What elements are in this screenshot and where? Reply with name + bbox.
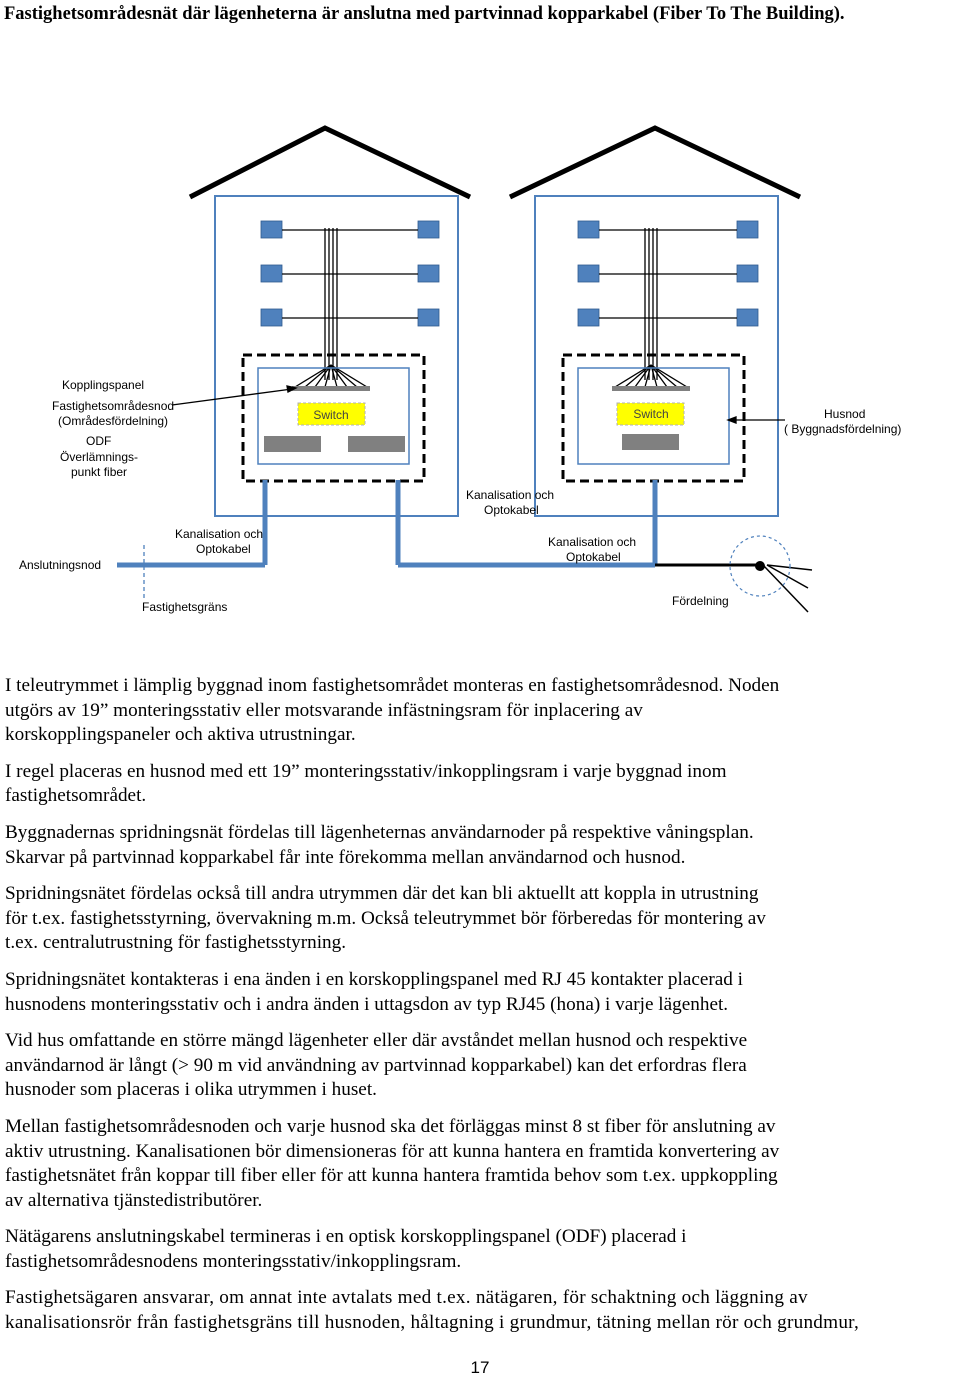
network-diagram bbox=[0, 120, 960, 620]
paragraph bbox=[5, 674, 955, 748]
label-kopplingspanel: Kopplingspanel bbox=[62, 378, 145, 392]
text-line: husnodens monteringsstativ och i andra änden i uttagsdon av typ RJ45 (hona) i varje lägenhet. bbox=[5, 993, 729, 1015]
label-kanalisation-right-2: Optokabel bbox=[566, 550, 621, 564]
text-line: Nätägarens anslutningskabel termineras i en optisk korskopplingspanel (ODF) placerad i bbox=[5, 1226, 687, 1248]
cabling-right bbox=[599, 228, 737, 387]
text-line: aktiv utrustning. Kanalisationen bör dimensioneras för att kunna hantera en framtida konvertering av bbox=[5, 1140, 780, 1162]
paragraph bbox=[5, 1029, 955, 1103]
label-omradesfordelning: (Områdesfördelning) bbox=[58, 414, 169, 428]
label-kanalisation-mid-2: Optokabel bbox=[484, 503, 539, 517]
text-line: korskopplingspaneler och aktiva utrustningar. bbox=[5, 724, 356, 746]
paragraph bbox=[5, 882, 955, 956]
text-line: t.ex. centralutrustning för fastighetsstyrning. bbox=[5, 932, 347, 954]
page-heading: Fastighetsområdesnät där lägenheterna är anslutna med partvinnad kopparkabel (Fiber To The Building). bbox=[4, 4, 845, 24]
odf-box-left-2 bbox=[348, 436, 405, 452]
roof-left bbox=[190, 128, 470, 197]
paragraph bbox=[5, 1286, 955, 1335]
patch-panel-left bbox=[292, 386, 370, 391]
patch-panel-right bbox=[612, 386, 690, 391]
odf-box-left-1 bbox=[264, 436, 321, 452]
text-line: Skarvar på partvinnad kopparkabel får inte förekomma mellan användarnod och husnod. bbox=[5, 846, 686, 868]
paragraph bbox=[5, 760, 955, 809]
label-fastighetsomradesnod: Fastighetsområdesnod bbox=[52, 399, 175, 413]
page-number: 17 bbox=[470, 1358, 490, 1377]
cabling-left bbox=[282, 228, 418, 387]
label-fastighetsgrans: Fastighetsgräns bbox=[142, 600, 228, 614]
label-overlamnings: Överlämnings- bbox=[60, 450, 139, 464]
text-line: fastighetsområdet. bbox=[5, 785, 147, 807]
leader-arrows bbox=[172, 386, 785, 423]
body-text bbox=[5, 674, 955, 1336]
text-line: Spridningsnätet fördelas också till andra utrymmen där det kan bli aktuellt att koppla in utrustning bbox=[5, 883, 759, 905]
paragraph bbox=[5, 821, 955, 870]
text-line: kanalisationsrör från fastighetsgräns till husnoden, håltagning i grundmur, tätning mellan rör och grundmur, bbox=[5, 1312, 860, 1334]
paragraph bbox=[5, 968, 955, 1017]
text-line: för t.ex. fastighetsstyrning, övervakning m.m. Också teleutrymmet bör förberedas för montering av bbox=[5, 907, 766, 929]
label-anslutningsnod: Anslutningsnod bbox=[19, 558, 102, 572]
label-odf: ODF bbox=[86, 434, 112, 448]
switch-right-label: Switch bbox=[633, 407, 669, 421]
label-husnod: Husnod bbox=[824, 407, 866, 421]
label-kanalisation-right-1: Kanalisation och bbox=[548, 535, 637, 549]
paragraph bbox=[5, 1115, 955, 1213]
paragraph bbox=[5, 1225, 955, 1274]
label-kanalisation-left-1: Kanalisation och bbox=[175, 527, 264, 541]
text-line: fastighetsnätet från koppar till fiber eller för att kunna hantera framtida behov som t.ex. uppkoppling bbox=[5, 1165, 778, 1187]
text-line: utgörs av 19” monteringsstativ eller motsvarande infästningsram för inplacering av bbox=[5, 699, 643, 721]
text-line: Mellan fastighetsområdesnoden och varje husnod ska det förläggas minst 8 st fiber för anslutning av bbox=[5, 1115, 776, 1137]
switch-left-label: Switch bbox=[313, 408, 349, 422]
text-line: Spridningsnätet kontakteras i ena änden i en korskopplingspanel med RJ 45 kontakter placerad i bbox=[5, 968, 743, 990]
text-line: fastighetsområdesnodens monteringsstativ/inkopplingsram. bbox=[5, 1250, 462, 1272]
label-kanalisation-mid-1: Kanalisation och bbox=[466, 488, 555, 502]
text-line: av alternativa tjänstedistributörer. bbox=[5, 1189, 263, 1211]
odf-box-right bbox=[622, 434, 679, 450]
text-line: Byggnadernas spridningsnät fördelas till lägenheternas användarnoder på respektive våningsplan. bbox=[5, 821, 754, 843]
label-fordelning: Fördelning bbox=[672, 594, 729, 608]
roof-right bbox=[510, 128, 800, 197]
diagram-svg bbox=[0, 120, 960, 620]
text-line: Vid hus omfattande en större mängd lägenheter eller där avståndet mellan husnod och respektive bbox=[5, 1030, 748, 1052]
label-kanalisation-left-2: Optokabel bbox=[196, 542, 251, 556]
text-line: Fastighetsägaren ansvarar, om annat inte avtalats med t.ex. nätägaren, för schaktning och läggning av bbox=[5, 1287, 808, 1309]
label-punkt-fiber: punkt fiber bbox=[71, 465, 128, 479]
distribution-point bbox=[755, 561, 765, 571]
text-line: husnoder som placeras i olika utrymmen i huset. bbox=[5, 1079, 377, 1101]
text-line: I teleutrymmet i lämplig byggnad inom fastighetsområdet monteras en fastighetsområdesnod. Noden bbox=[5, 675, 780, 696]
label-byggnadsfordelning: ( Byggnadsfördelning) bbox=[784, 422, 902, 436]
text-line: användarnod är långt (> 90 m vid användning av partvinnad kopparkabel) kan det erfordras flera bbox=[5, 1054, 747, 1076]
text-line: I regel placeras en husnod med ett 19” monteringsstativ/inkopplingsram i varje byggnad inom bbox=[5, 760, 727, 782]
